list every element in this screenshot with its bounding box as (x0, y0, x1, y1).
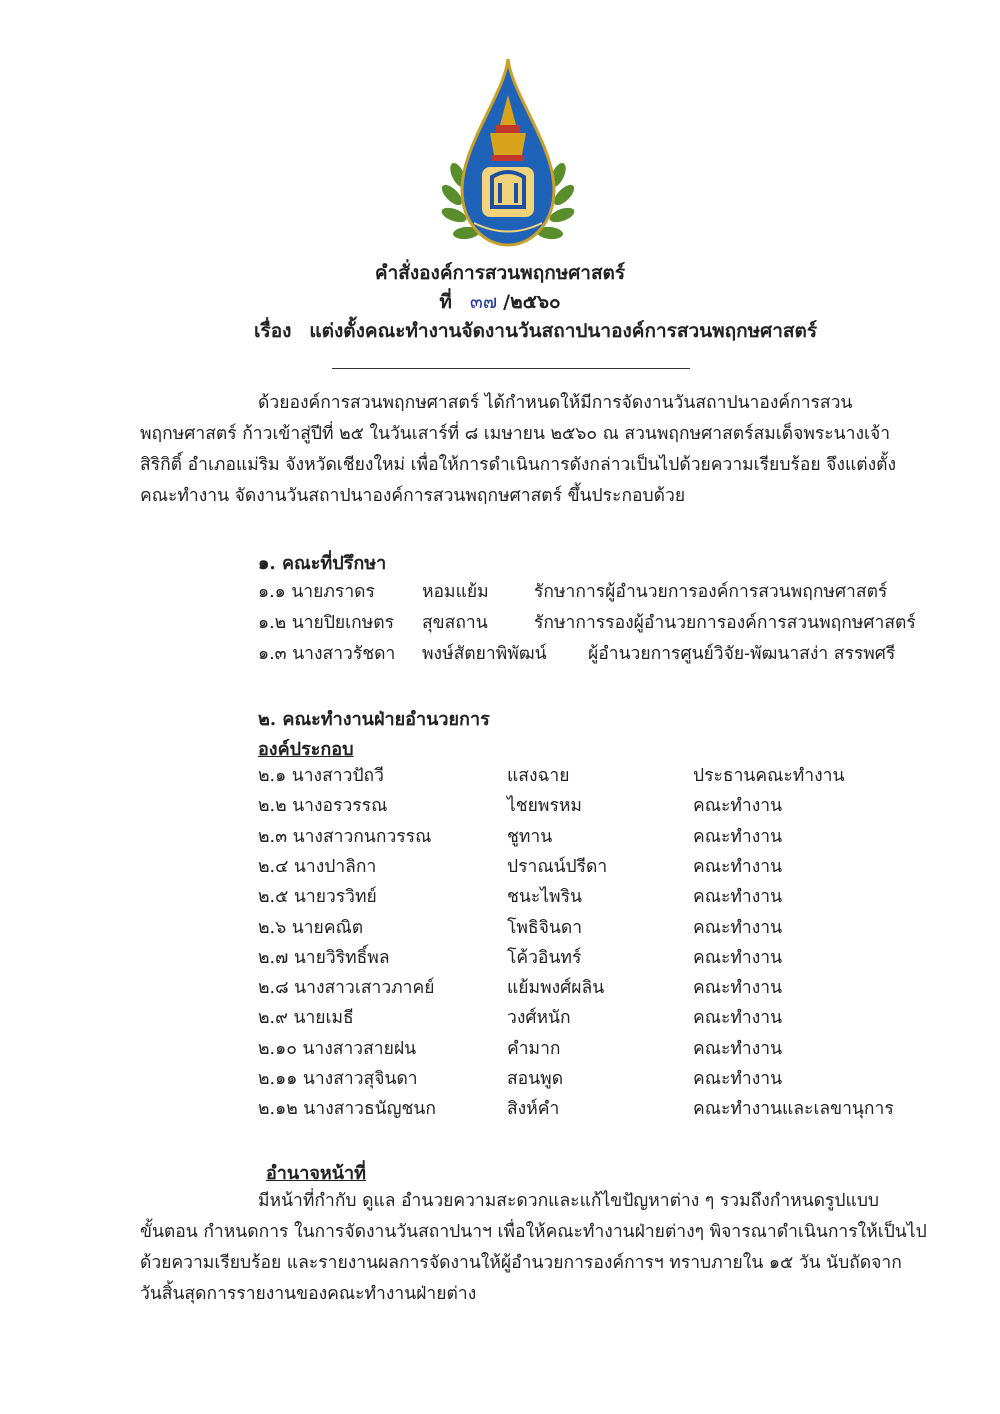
duties-line-3: ด้วยความเรียบร้อย และรายงานผลการจัดงานให้ผู้อำนวยการองค์การฯ ทราบภายใน ๑๕ วัน นับถัดจาก (140, 1253, 902, 1273)
member-name: ๒.๖ นายคณิต (258, 918, 364, 938)
member-surname: พงษ์สัตยาพิพัฒน์ (422, 644, 547, 664)
member-name: ๑.๒ นายปิยเกษตร (258, 613, 395, 633)
member-role: คณะทำงาน (693, 978, 783, 998)
section1-heading: ๑. คณะที่ปรึกษา (258, 553, 387, 574)
subject-label: เรื่อง (254, 320, 292, 342)
member-surname: ชนะไพริน (507, 887, 582, 907)
member-name: ๒.๗ นายวิริทธิ์พล (258, 948, 390, 968)
order-title: คำสั่งองค์การสวนพฤกษศาสตร์ (374, 262, 626, 284)
duties-label: อำนาจหน้าที่ (266, 1163, 367, 1184)
member-role: ประธานคณะทำงาน (693, 766, 845, 786)
subject-text: แต่งตั้งคณะทำงานจัดงานวันสถาปนาองค์การสวนพฤกษศาสตร์ (309, 320, 818, 342)
member-surname: สอนพูด (507, 1069, 564, 1089)
intro-line-4: คณะทำงาน จัดงานวันสถาปนาองค์การสวนพฤกษศาสตร์ ขึ้นประกอบด้วย (140, 486, 686, 506)
organization-logo (438, 55, 578, 255)
member-role: รักษาการผู้อำนวยการองค์การสวนพฤกษศาสตร์ (534, 582, 888, 602)
member-surname: วงศ์หนัก (507, 1008, 571, 1028)
duties-line-1: มีหน้าที่กำกับ ดูแล อำนวยความสะดวกและแก้ไขปัญหาต่าง ๆ รวมถึงกำหนดรูปแบบ (258, 1191, 880, 1211)
member-name: ๒.๘ นางสาวเสาวภาคย์ (258, 978, 435, 998)
member-role: คณะทำงาน (693, 1069, 783, 1089)
member-name: ๒.๙ นายเมธี (258, 1008, 354, 1028)
section2-heading: ๒. คณะทำงานฝ่ายอำนวยการ (258, 709, 490, 730)
divider-line (332, 368, 690, 369)
member-surname: คำมาก (507, 1039, 561, 1059)
member-surname: ชูทาน (507, 827, 553, 847)
member-role: คณะทำงาน (693, 827, 783, 847)
order-number-label: ที่ (439, 291, 452, 313)
member-surname: หอมแย้ม (422, 582, 489, 602)
member-role: คณะทำงาน (693, 796, 783, 816)
order-number-year: /๒๕๖๐ (503, 291, 561, 313)
member-surname: ไชยพรหม (507, 796, 582, 816)
member-name: ๒.๑ นางสาวปัถวี (258, 766, 384, 786)
member-role: คณะทำงาน (693, 887, 783, 907)
member-surname: สุขสถาน (422, 613, 488, 633)
member-name: ๒.๒ นางอรวรรณ (258, 796, 388, 816)
member-role: คณะทำงาน (693, 1039, 783, 1059)
member-role: คณะทำงาน (693, 948, 783, 968)
member-name: ๒.๕ นายวรวิทย์ (258, 887, 377, 907)
order-number-value: ๓๗ (469, 291, 498, 313)
intro-line-1: ด้วยองค์การสวนพฤกษศาสตร์ ได้กำหนดให้มีการจัดงานวันสถาปนาองค์การสวน (258, 393, 853, 413)
member-surname: สิงห์คำ (507, 1099, 560, 1119)
member-surname: โพธิจินดา (507, 918, 583, 938)
member-surname: แสงฉาย (507, 766, 570, 786)
composition-label: องค์ประกอบ (258, 739, 354, 760)
subject (254, 316, 817, 346)
member-role: คณะทำงาน (693, 857, 783, 877)
member-role: คณะทำงาน (693, 918, 783, 938)
member-name: ๒.๑๐ นางสาวสายฝน (258, 1039, 417, 1059)
member-role: ผู้อำนวยการศูนย์วิจัย-พัฒนาสง่า สรรพศรี (588, 644, 896, 664)
member-name: ๑.๑ นายภราดร (258, 582, 375, 602)
member-name: ๒.๑๑ นางสาวสุจินดา (258, 1069, 418, 1089)
member-surname: แย้มพงศ์ผลิน (507, 978, 605, 998)
member-role: คณะทำงาน (693, 1008, 783, 1028)
order-number (0, 287, 1000, 317)
intro-line-3: สิริกิติ์ อำเภอแม่ริม จังหวัดเชียงใหม่ เพื่อให้การดำเนินการดังกล่าวเป็นไปด้วยความเรียบร้อย จึงแต่งตั้ง (140, 455, 897, 475)
member-role: คณะทำงานและเลขานุการ (693, 1099, 894, 1119)
member-role: รักษาการรองผู้อำนวยการองค์การสวนพฤกษศาสตร์ (534, 613, 916, 633)
member-name: ๒.๑๒ นางสาวธนัญชนก (258, 1099, 436, 1119)
member-name: ๒.๔ นางปาลิกา (258, 857, 377, 877)
member-surname: โค้วอินทร์ (507, 948, 582, 968)
member-name: ๒.๓ นางสาวกนกวรรณ (258, 827, 432, 847)
member-surname: ปราณน์ปรีดา (507, 857, 608, 877)
duties-line-2: ขั้นตอน กำหนดการ ในการจัดงานวันสถาปนาฯ เพื่อให้คณะทำงานฝ่ายต่างๆ พิจารณาดำเนินการให้เป็นไป (140, 1222, 927, 1242)
monogram-icon (482, 167, 534, 217)
intro-line-2: พฤกษศาสตร์ ก้าวเข้าสู่ปีที่ ๒๕ ในวันเสาร์ที่ ๘ เมษายน ๒๕๖๐ ณ สวนพฤกษศาสตร์สมเด็จพระนางเจ้า (140, 424, 891, 444)
member-name: ๑.๓ นางสาวรัชดา (258, 644, 396, 664)
duties-line-4: วันสิ้นสุดการรายงานของคณะทำงานฝ่ายต่าง (140, 1284, 477, 1304)
